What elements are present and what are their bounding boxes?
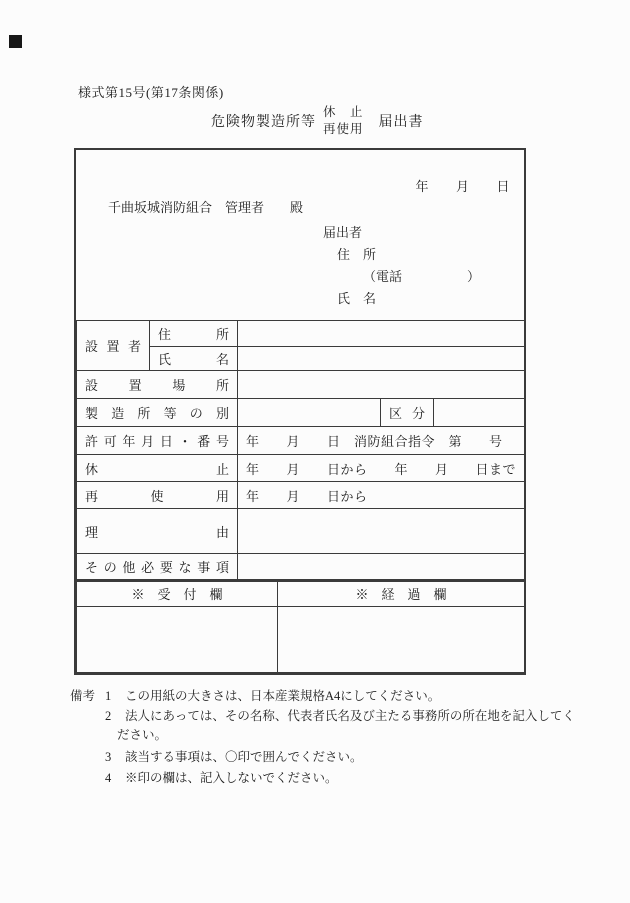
suspension-field: 年 月 日から 年 月 日まで [238,455,525,482]
permit-label: 許可年月日・番号 [77,427,238,455]
table-row [77,455,525,482]
progress-column-header: ※ 経 過 欄 [278,581,525,606]
scan-artifact-mark [9,35,22,48]
permit-field: 年 月 日 消防組合指令 第 号 [238,427,525,455]
table-row [77,554,525,580]
remark-item-3 [105,748,575,768]
title-option-suspend: 休 止 [323,105,364,119]
remarks-label: 備考 [70,689,96,703]
date-line: 年 月 日 [415,179,510,194]
remark-item-1 [105,687,575,707]
table-row [77,399,525,427]
remark-number: 4 [105,771,112,785]
remark-number: 3 [105,749,112,764]
title-option-stack [323,104,364,138]
recipient-line: 千曲坂城消防組合 管理者 殿 [108,200,304,215]
remark-text: この用紙の大きさは、日本産業規格A4にしてください。 [125,689,441,703]
title-facility: 危険物製造所等 [211,115,316,130]
installer-address-field [238,321,525,347]
remark-text: ※印の欄は、記入しないでください。 [125,771,338,785]
office-use-header-row [77,581,525,606]
remark-number: 2 [105,708,112,723]
installer-name-field [238,347,525,371]
form-fields-table [76,320,525,580]
location-field [238,371,525,399]
office-use-blank-row [77,606,525,672]
form-number: 様式第15号(第17条関係) [78,85,224,100]
reason-label: 理由 [77,509,238,554]
remarks-section [70,687,590,789]
reuse-field: 年 月 日から [238,482,525,509]
category-label: 区分 [381,399,434,427]
title-option-reuse: 再使用 [323,122,364,136]
reception-field [77,606,278,672]
table-row [77,371,525,399]
facility-type-field [238,399,381,427]
submitter-label: 届出者 [323,225,363,240]
other-items-label: その他必要な事項 [77,554,238,580]
category-field [434,399,525,427]
form-body-box [74,148,526,675]
office-use-table [76,580,525,673]
table-row [77,482,525,509]
remark-item-2 [105,707,575,746]
remark-item-4 [105,769,575,789]
reuse-label: 再使用 [77,482,238,509]
reason-field [238,509,525,554]
table-row [77,321,525,347]
remark-text-continued: ださい。 [117,728,168,742]
other-items-field [238,554,525,580]
location-label: 設置場所 [77,371,238,399]
letterhead-section [76,150,524,320]
submitter-phone-label: （電話 ） [363,269,481,284]
installer-name-label: 氏名 [150,347,238,371]
facility-type-label: 製造所等の別 [77,399,238,427]
submitter-name-label: 氏 名 [337,291,377,306]
installer-address-label: 住所 [150,321,238,347]
reception-column-header: ※ 受 付 欄 [77,581,278,606]
installer-label: 設置者 [77,321,150,371]
form-title [211,101,424,141]
table-row [77,509,525,554]
remarks-list [105,687,575,789]
progress-field [278,606,525,672]
remark-text: 該当する事項は、〇印で囲んでください。 [125,749,363,764]
remark-number: 1 [105,689,112,703]
suspension-label: 休止 [77,455,238,482]
submitter-address-label: 住 所 [337,247,377,262]
remark-text: 法人にあっては、その名称、代表者氏名及び主たる事務所の所在地を記入してく [125,708,575,723]
table-row [77,427,525,455]
title-suffix: 届出書 [378,115,424,130]
